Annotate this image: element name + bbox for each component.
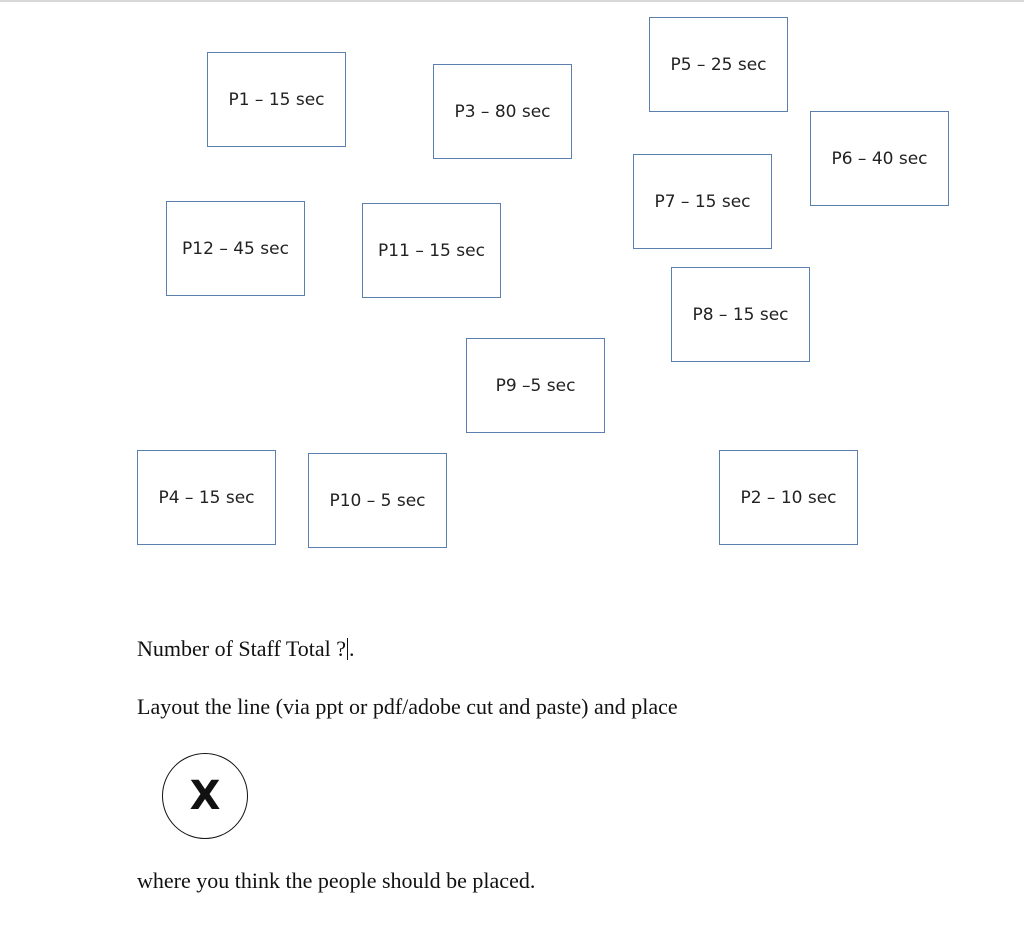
station-p1-label: P1 – 15 sec (228, 89, 325, 110)
station-p7[interactable] (633, 154, 772, 249)
station-p2[interactable] (719, 450, 858, 545)
station-p11[interactable] (362, 203, 501, 298)
station-p3-label: P3 – 80 sec (454, 101, 551, 122)
station-p12-label: P12 – 45 sec (182, 238, 289, 259)
station-p12[interactable] (166, 201, 305, 296)
text-cursor (347, 638, 348, 660)
station-p8[interactable] (671, 267, 810, 362)
station-p5[interactable] (649, 17, 788, 112)
station-p10[interactable] (308, 453, 447, 548)
staff-total-period: . (349, 636, 355, 661)
station-p10-label: P10 – 5 sec (329, 490, 426, 511)
marker-symbol: X (189, 773, 221, 819)
station-p9-label: P9 –5 sec (495, 375, 576, 396)
station-p3[interactable] (433, 64, 572, 159)
station-p6[interactable] (810, 111, 949, 206)
station-p1[interactable] (207, 52, 346, 147)
station-p11-label: P11 – 15 sec (378, 240, 485, 261)
station-p6-label: P6 – 40 sec (831, 148, 928, 169)
placement-instruction: where you think the people should be placed. (137, 868, 536, 893)
station-p2-label: P2 – 10 sec (740, 487, 837, 508)
person-marker-x-icon[interactable] (162, 753, 248, 839)
station-p5-label: P5 – 25 sec (670, 54, 767, 75)
station-p4[interactable] (137, 450, 276, 545)
station-p4-label: P4 – 15 sec (158, 487, 255, 508)
station-p8-label: P8 – 15 sec (692, 304, 789, 325)
staff-total-question[interactable] (137, 636, 355, 662)
layout-instruction: Layout the line (via ppt or pdf/adobe cut and paste) and place (137, 694, 678, 719)
station-p7-label: P7 – 15 sec (654, 191, 751, 212)
station-p9[interactable] (466, 338, 605, 433)
staff-total-text: Number of Staff Total ? (137, 636, 347, 661)
